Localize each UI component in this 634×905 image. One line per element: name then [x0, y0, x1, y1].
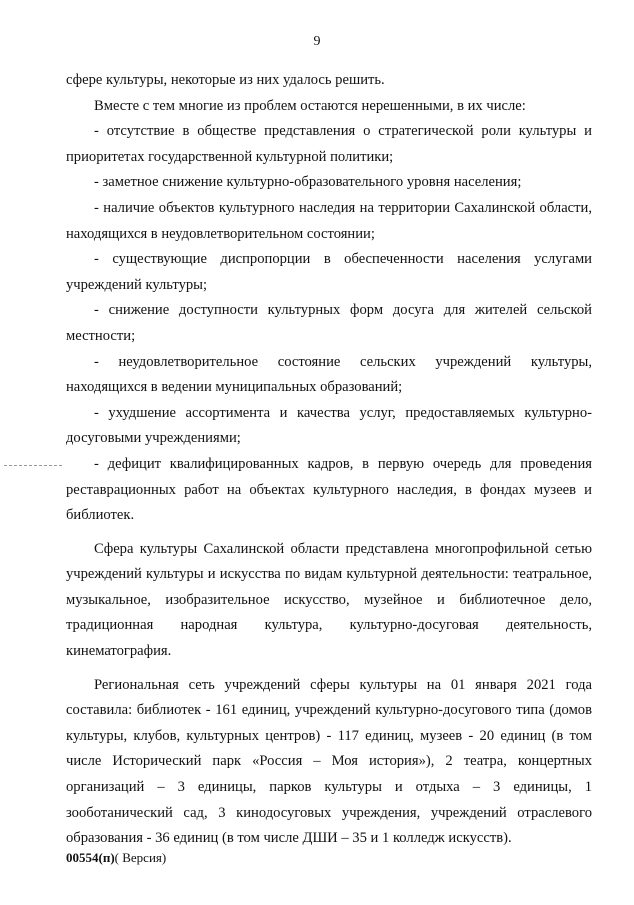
footer-version: ( Версия) — [114, 850, 167, 865]
paragraph-continuation: сфере культуры, некоторые из них удалось решить. — [66, 72, 385, 88]
paragraph-problems-intro: Вместе с тем многие из проблем остаются нерешенными, в их числе: — [94, 97, 526, 114]
list-item-problem: - отсутствие в обществе представления о стратегической роли культуры и приоритетах государственной культурной политики; — [66, 123, 592, 165]
paragraph-culture-sphere: Сфера культуры Сахалинской области представлена многопрофильной сетью учреждений культуры и искусства по видам культурной деятельности: театральное, музыкальное, изобразительное искусство, музейное и библиотечное дело, традиционная народная культура, культурно-досуговая деятельность, кинематография. — [66, 540, 592, 660]
body-text — [66, 68, 592, 852]
document-footer — [66, 850, 166, 866]
list-item-problem: - дефицит квалифицированных кадров, в первую очередь для проведения реставрационных работ на объектах культурного наследия, в фондах музеев и библиотек. — [66, 455, 592, 524]
list-item-problem: - неудовлетворительное состояние сельских учреждений культуры, находящихся в ведении муниципальных образований; — [66, 353, 592, 396]
page-number: 9 — [313, 34, 321, 49]
footer-document-code: 00554(п) — [66, 850, 115, 865]
scan-artifact-line — [4, 465, 62, 466]
list-item-problem: - существующие диспропорции в обеспеченности населения услугами учреждений культуры; — [66, 251, 592, 293]
paragraph-regional-network: Региональная сеть учреждений сферы культуры на 01 января 2021 года составила: библиотек - 161 единиц, учреждений культурно-досугового типа (домов культуры, клубов, культурных центров) - 117 единиц, музеев - 20 единиц (в том числе Исторический парк «Россия – Моя история»), 2 театра, концертных организаций – 3 единицы, парков культуры и отдыха – 3 единицы, 1 зооботанический сад, 3 кинодосуговых учреждения, учреждений отраслевого образования - 36 единиц (в том числе ДШИ – 35 и 1 колледж искусств). — [66, 676, 592, 847]
list-item-problem: - заметное снижение культурно-образовательного уровня населения; — [94, 174, 522, 191]
list-item-problem: - ухудшение ассортимента и качества услуг, предоставляемых культурно-досуговыми учреждениями; — [66, 404, 592, 447]
list-item-problem: - снижение доступности культурных форм досуга для жителей сельской местности; — [66, 302, 592, 344]
list-item-problem: - наличие объектов культурного наследия на территории Сахалинской области, находящихся в неудовлетворительном состоянии; — [66, 199, 592, 242]
